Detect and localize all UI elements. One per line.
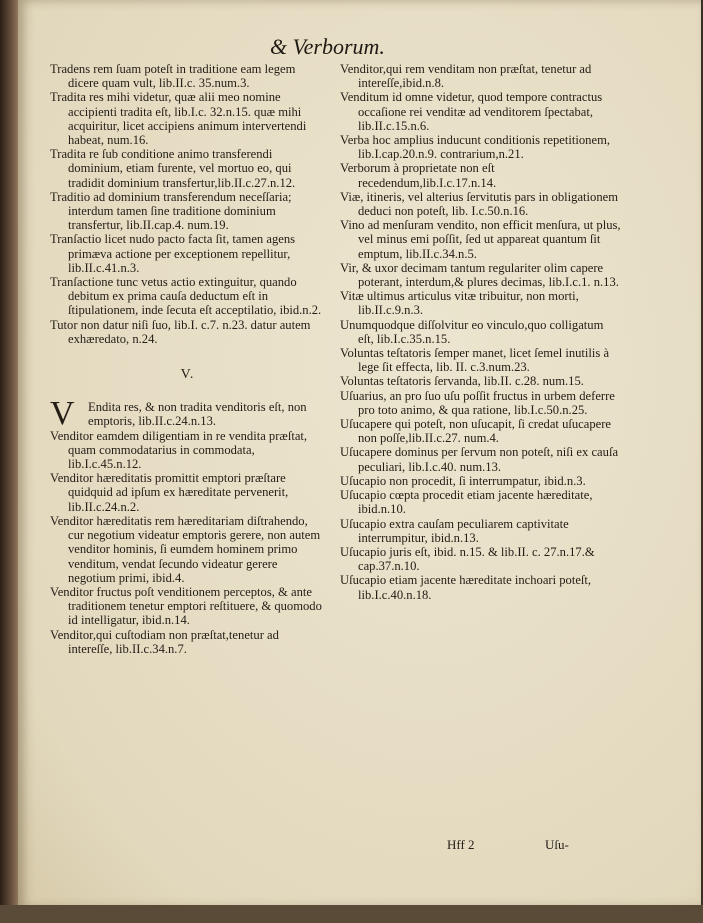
left-entries: [50, 62, 325, 346]
index-entry: Venditor,qui rem venditam non præſtat, tenetur ad intereſſe,ibid.n.8.: [340, 62, 592, 91]
index-entry: Vitæ ultimus articulus vitæ tribuitur, non morti, lib.II.c.9.n.3.: [340, 289, 579, 318]
index-entry: Venditor fructus poſt venditionem perceptos, & ante traditionem tenetur emptori reſtituere, & quomodo id intelligatur, ibid.n.14.: [50, 584, 322, 628]
book-spine: [0, 0, 20, 923]
index-entry: Venditor hæreditatis rem hæreditariam diſtrahendo, cur negotium videatur emptoris gerere, non autem venditor hominis, ſi eumdem hominem primo venditum, vendat ſecundo videatur gerere negotium primi, ibid.4.: [50, 513, 321, 585]
index-entry: Uſucapio juris eſt, ibid. n.15. & lib.II. c. 27.n.17.& cap.37.n.10.: [340, 544, 595, 574]
index-entry: Viæ, itineris, vel alterius ſervitutis pars in obligationem deduci non poteſt, lib. I.c.50.n.16.: [340, 189, 619, 219]
index-entry: Verba hoc amplius inducunt conditionis repetitionem, lib.I.cap.20.n.9. contrarium,n.21.: [340, 133, 611, 162]
index-entry: Tranſactio licet nudo pacto facta ſit, tamen agens primæva actione per exceptionem repellitur, lib.II.c.41.n.3.: [50, 232, 296, 275]
signature-mark: Hff 2: [447, 837, 475, 852]
index-entry: Venditum id omne videtur, quod tempore contractus occaſione rei venditæ ad venditorem ſpectabat, lib.II.c.15.n.6.: [340, 90, 603, 133]
index-entry: Vir, & uxor decimam tantum regulariter olim capere poterant, interdum,& plures decimas, lib.I.c.1. n.13.: [340, 260, 619, 290]
index-entry: Verborum à proprietate non eſt recedendum,lib.I.c.17.n.14.: [340, 161, 497, 190]
index-entry: Voluntas teſtatoris ſemper manet, licet ſemel inutilis à lege ſit effecta, lib. II. c.3.num.23.: [340, 346, 610, 375]
index-entry: Uſucapio non procedit, ſi interrumpatur, ibid.n.3.: [340, 473, 586, 488]
index-entry: Uſucapere dominus per ſervum non poteſt, niſi ex cauſa peculiari, lib.I.c.40. num.13.: [340, 445, 619, 474]
index-entry: Tranſactione tunc vetus actio extinguitur, quando debitum ex prima cauſa deductum eſt in ſtipulationem, inde ſecuta eſt acceptilatio, ibid.n.2.: [50, 275, 322, 318]
index-entry: Uſucapere qui poteſt, non uſucapit, ſi credat uſucapere non poſſe,lib.II.c.27. num.4.: [340, 417, 612, 446]
index-entry: Vino ad menſuram vendito, non efficit menſura, ut plus, vel minus emi poſſit, ſed ut appareat quantum ſit emptum, lib.II.c.34.n.5.: [340, 218, 621, 261]
running-header: & Verborum.: [270, 34, 385, 59]
index-entry: Uſucapio cœpta procedit etiam jacente hæreditate, ibid.n.10.: [340, 488, 593, 517]
index-entry: Voluntas teſtatoris ſervanda, lib.II. c.28. num.15.: [340, 374, 584, 389]
left-column: [50, 62, 325, 656]
drop-cap-letter: V: [50, 395, 75, 433]
index-entry: Uſucapio etiam jacente hæreditate inchoari poteſt, lib.I.c.40.n.18.: [340, 573, 592, 602]
section-letter: V.: [180, 367, 195, 383]
left-entries-v: [50, 429, 325, 656]
index-entry: Tutor non datur niſi ſuo, lib.I. c.7. n.23. datur autem exhæredato, n.24.: [50, 317, 311, 346]
catchword: Uſu-: [545, 837, 569, 852]
index-entry: Traditio ad dominium transferendum neceſſaria; interdum tamen ſine traditione dominium transfertur, lib.II.cap.4. num.19.: [50, 189, 292, 233]
index-entry: Unumquodque diſſolvitur eo vinculo,quo colligatum eſt, lib.I.c.35.n.15.: [340, 317, 604, 346]
index-entry: Tradita re ſub conditione animo transferendi dominium, etiam furente, vel mortuo eo, qui tradidit dominium transfertur,lib.II.c.27.n.12.: [50, 147, 296, 190]
right-column: [340, 62, 622, 602]
index-entry: Uſuarius, an pro ſuo uſu poſſit fructus in urbem deferre pro toto animo, & qua ratione, lib.I.c.50.n.25.: [340, 388, 615, 417]
dropcap-entry: [50, 395, 325, 433]
index-entry: Uſucapio extra cauſam peculiarem captivitate interrumpitur, ibid.n.13.: [340, 516, 569, 545]
page-bottom-edge: [0, 905, 703, 923]
index-entry: Venditor,qui cuſtodiam non præſtat,tenetur ad intereſſe, lib.II.c.34.n.7.: [50, 627, 279, 656]
index-entry: Venditor eamdem diligentiam in re vendita præſtat, quam commodatarius in commodata, lib.I.c.45.n.12.: [50, 428, 308, 472]
index-entry: Tradita res mihi videtur, quæ alii meo nomine accipienti tradita eſt, lib.I.c. 32.n.15. quæ mihi acquiritur, licet accipiens animum intervertendi habeat, num.16.: [50, 90, 307, 148]
right-entries: [340, 62, 622, 602]
index-entry: Tradens rem ſuam poteſt in traditione eam legem dicere quam vult, lib.II.c. 35.num.3.: [50, 62, 296, 91]
index-entry: Venditor hæreditatis promittit emptori præſtare quidquid ad ipſum ex hæreditate pervenerit, lib.II.c.24.n.2.: [50, 471, 289, 514]
dropcap-entry-text: Endita res, & non tradita venditoris eſt, non emptoris, lib.II.c.24.n.13.: [88, 400, 307, 429]
